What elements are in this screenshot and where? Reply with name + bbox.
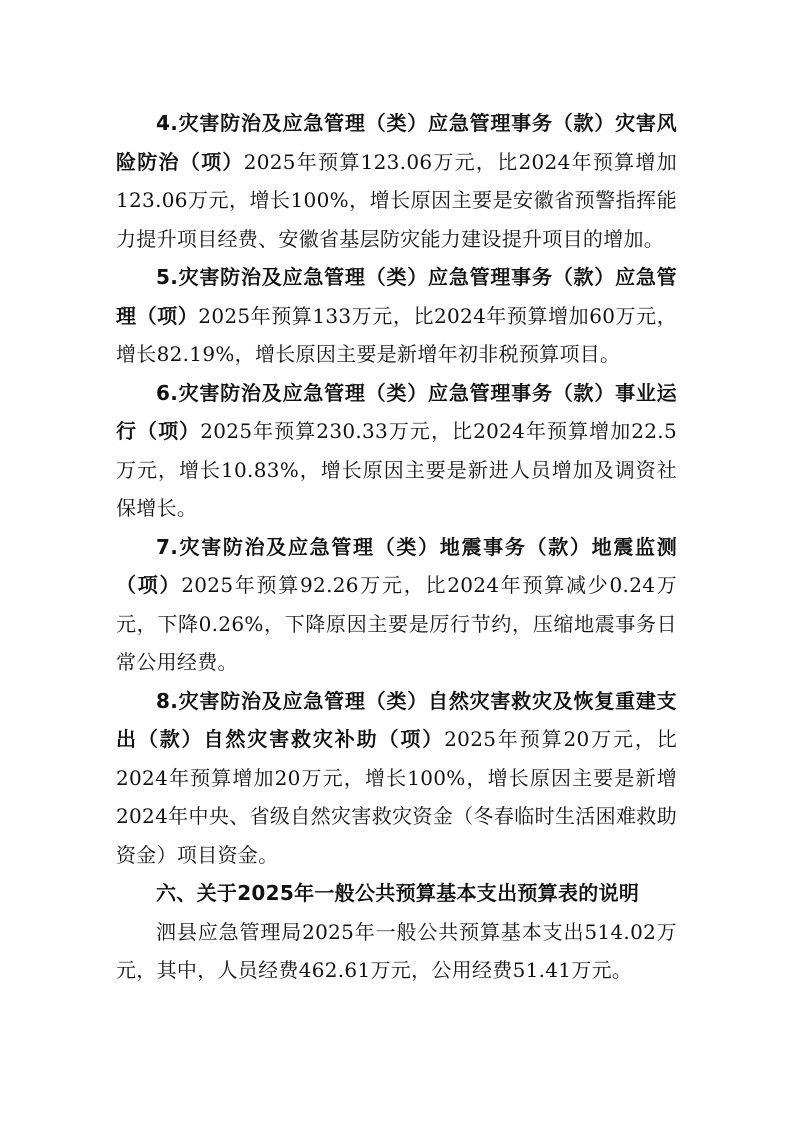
item-heading: 6.灾害防治及应急管理（类）应急管理事务（款）事业运行（项） [116, 380, 677, 443]
item-text: 2025年预算92.26万元，比2024年预算减少0.24万元，下降0.26%，下降原因主要是厉行节约，压缩地震事务日常公用经费。 [116, 573, 677, 674]
section-heading: 六、关于2025年一般公共预算基本支出预算表的说明 [156, 881, 640, 905]
item-text: 2025年预算133万元，比2024年预算增加60万元，增长82.19%，增长原因主要是新增年初非税预算项目。 [116, 303, 677, 366]
item-heading: 4.灾害防治及应急管理（类）应急管理事务（款）灾害风险防治（项） [116, 111, 677, 174]
budget-item-7 [116, 528, 677, 682]
section-paragraph: 泗县应急管理局2025年一般公共预算基本支出514.02万元，其中，人员经费462.61万元，公用经费51.41万元。 [116, 919, 677, 982]
budget-item-4 [116, 104, 677, 258]
budget-item-8 [116, 682, 677, 875]
item-heading: 5.灾害防治及应急管理（类）应急管理事务（款）应急管理（项） [116, 265, 677, 328]
budget-item-6 [116, 374, 677, 528]
item-text: 2025年预算123.06万元，比2024年预算增加123.06万元，增长100%，增长原因主要是安徽省预警指挥能力提升项目经费、安徽省基层防灾能力建设提升项目的增加。 [116, 149, 677, 251]
item-text: 2025年预算20万元，比2024年预算增加20万元，增长100%，增长原因主要是新增2024年中央、省级自然灾害救灾资金（冬春临时生活困难救助资金）项目资金。 [116, 727, 678, 867]
budget-item-5 [116, 258, 677, 374]
item-text: 2025年预算230.33万元，比2024年预算增加22.5万元，增长10.83%，增长原因主要是新进人员增加及调资社保增长。 [116, 419, 677, 520]
item-heading: 7.灾害防治及应急管理（类）地震事务（款）地震监测（项） [116, 534, 677, 597]
item-heading: 8.灾害防治及应急管理（类）自然灾害救灾及恢复重建支出（款）自然灾害救灾补助（项） [116, 688, 677, 751]
